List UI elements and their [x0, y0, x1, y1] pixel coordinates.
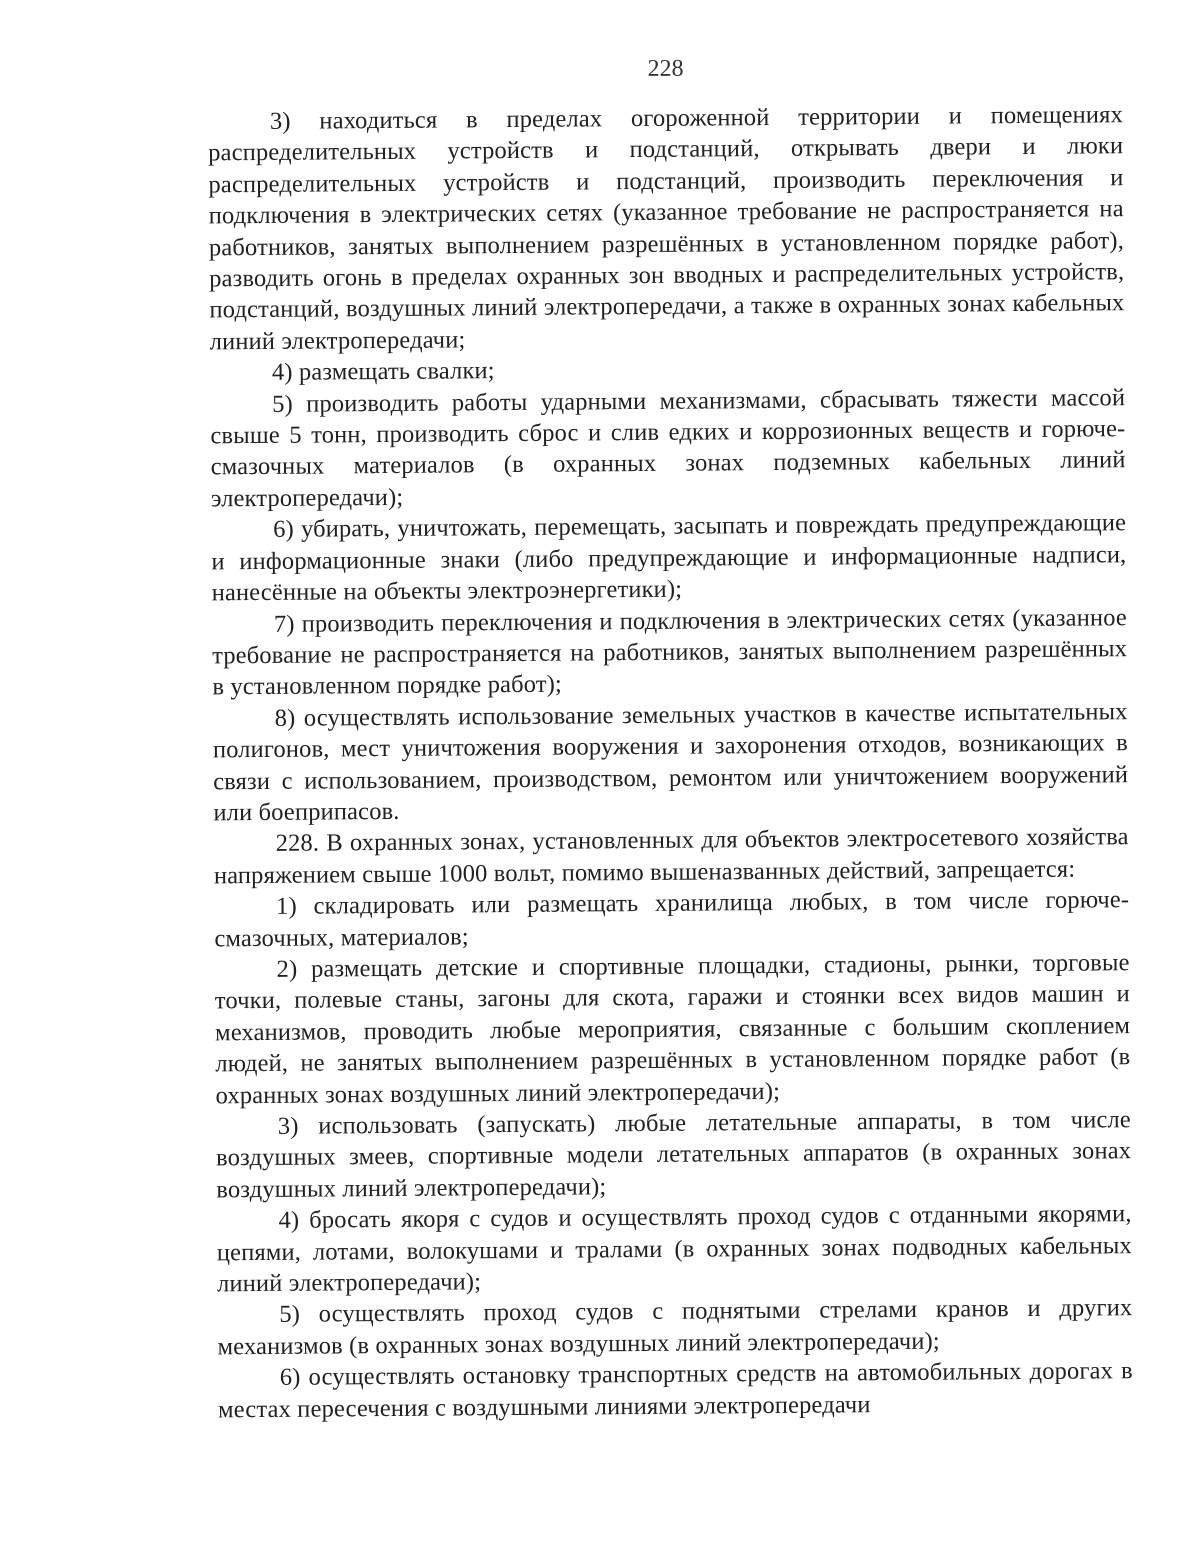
paragraph-sub-4: 4) бросать якоря с судов и осуществлять проход судов с отданными якорями, цепями, лотами, волокушами и тралами (в охранных зонах подводных кабельных линий электропередачи); [216, 1200, 1132, 1298]
paragraph-item-3: 3) находиться в пределах огороженной территории и помещениях распределительных устройств и подстанций, открывать двери и люки распределительных устройств и подстанций, производить переключения и подключения в электрических сетях (указанное требование не распространяется на работников, занятых выполнением разрешённых в установленном порядке работ), разводить огонь в пределах охранных зон вводных и распределительных устройств, подстанций, воздушных линий электропередачи, а также в охранных зонах кабельных линий электропередачи; [208, 101, 1125, 356]
paragraph-item-7: 7) производить переключения и подключения в электрических сетях (указанное требование не распространяется на работников, занятых выполнением разрешённых в установленном порядке работ); [212, 603, 1128, 701]
paragraph-item-5: 5) производить работы ударными механизмами, сбрасывать тяжести массой свыше 5 тонн, производить сброс и слив едких и коррозионных веществ и горюче-смазочных материалов (в охранных зонах подземных кабельных линий электропередачи); [210, 383, 1126, 513]
paragraph-sub-6: 6) осуществлять остановку транспортных средств на автомобильных дорогах в местах пересечения с воздушными линиями электропередачи [217, 1357, 1133, 1423]
document-body [208, 99, 1133, 1425]
paragraph-sub-2: 2) размещать детские и спортивные площадки, стадионы, рынки, торговые точки, полевые станы, загоны для скота, гаражи и стоянки всех видов машин и механизмов, проводить любые мероприятия, связанные с большим скоплением людей, не занятых выполнением разрешённых в установленном порядке работ (в охранных зонах воздушных линий электропередачи); [214, 949, 1131, 1109]
paragraph-clause-228: 228. В охранных зонах, установленных для объектов электросетевого хозяйства напряжением свыше 1000 вольт, помимо вышеназванных действий, запрещается: [213, 823, 1129, 890]
page-number: 228 [647, 55, 684, 82]
paragraph-sub-5: 5) осуществлять проход судов с поднятыми стрелами кранов и других механизмов (в охранных зонах воздушных линий электропередачи); [217, 1294, 1133, 1361]
paragraph-sub-1: 1) складировать или размещать хранилища любых, в том числе горюче-смазочных, материалов; [214, 886, 1130, 952]
paragraph-item-6: 6) убирать, уничтожать, перемещать, засыпать и повреждать предупреждающие и информационные знаки (либо предупреждающие и информационные надписи, нанесённые на объекты электроэнергетики); [211, 509, 1127, 607]
paragraph-sub-3: 3) использовать (запускать) любые летательные аппараты, в том числе воздушных змеев, спортивные модели летательных аппаратов (в охранных зонах воздушных линий электропередачи); [215, 1106, 1132, 1204]
paragraph-item-4: 4) размещать свалки; [271, 357, 495, 387]
paragraph-item-8: 8) осуществлять использование земельных участков в качестве испытательных полигонов, мест уничтожения вооружения и захоронения отходов, возникающих в связи с использованием, производством, ремонтом или уничтожением вооружений или боеприпасов. [212, 697, 1129, 827]
